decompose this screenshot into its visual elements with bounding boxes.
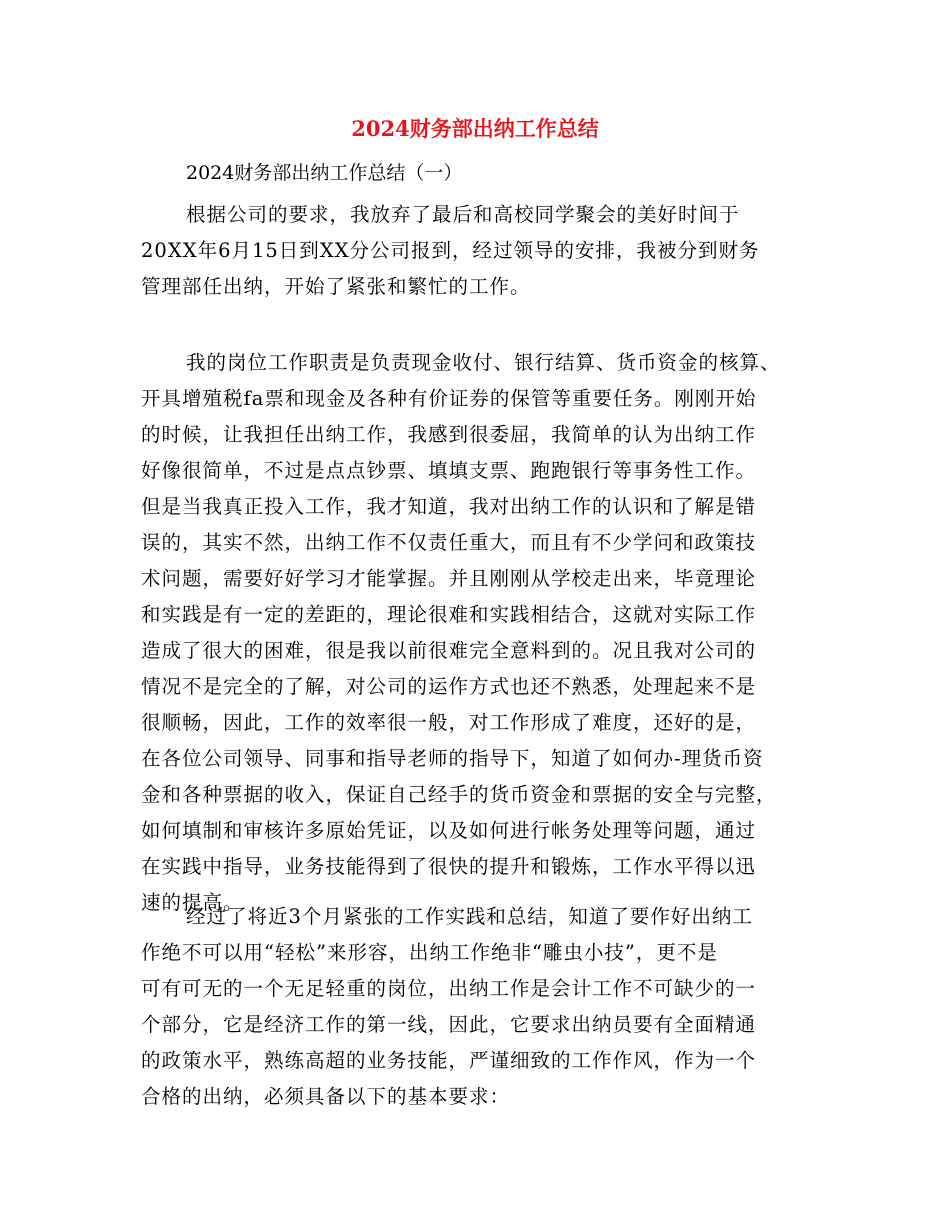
paragraph-line: 术问题，需要好好学习才能掌握。并且刚刚从学校走出来，毕竟理论: [141, 567, 757, 590]
paragraph-line: 作绝不可以用“轻松”来形容，出纳工作绝非“雕虫小技”，更不是: [141, 941, 718, 964]
paragraph-line: 管理部任出纳，开始了紧张和繁忙的工作。: [141, 275, 531, 298]
paragraph-line: 在各位公司领导、同事和指导老师的指导下，知道了如何办-理货币资: [141, 747, 764, 770]
paragraph-line: 我的岗位工作职责是负责现金收付、银行结算、货币资金的核算、: [186, 351, 781, 374]
paragraph-line: 和实践是有一定的差距的，理论很难和实践相结合，这就对实际工作: [141, 603, 757, 626]
paragraph-line: 速的提高。: [141, 891, 244, 914]
paragraph: [141, 899, 841, 1115]
paragraph-line: 在实践中指导，业务技能得到了很快的提升和锻炼，工作水平得以迅: [141, 855, 757, 878]
paragraph-line: 造成了很大的困难，很是我以前很难完全意料到的。况且我对公司的: [141, 639, 757, 662]
paragraph-line: 情况不是完全的了解，对公司的运作方式也还不熟悉，处理起来不是: [141, 675, 757, 698]
paragraph-line: 金和各种票据的收入，保证自己经手的货币资金和票据的安全与完整，: [141, 783, 777, 806]
paragraph-line: 很顺畅，因此，工作的效率很一般，对工作形成了难度，还好的是，: [141, 711, 757, 734]
paragraph-line: 根据公司的要求，我放弃了最后和高校同学聚会的美好时间于: [186, 203, 740, 226]
paragraph-line: 但是当我真正投入工作，我才知道，我对出纳工作的认识和了解是错: [141, 495, 757, 518]
paragraph-line: 好像很简单，不过是点点钞票、填填支票、跑跑银行等事务性工作。: [141, 459, 757, 482]
paragraph-line: 个部分，它是经济工作的第一线，因此，它要求出纳员要有全面精通: [141, 1013, 757, 1036]
paragraph-line: 合格的出纳，必须具备以下的基本要求：: [141, 1085, 511, 1108]
paragraph-line: 误的，其实不然，出纳工作不仅责任重大，而且有不少学问和政策技: [141, 531, 757, 554]
paragraph-line: 如何填制和审核许多原始凭证，以及如何进行帐务处理等问题，通过: [141, 819, 757, 842]
paragraph-line: 的政策水平，熟练高超的业务技能，严谨细致的工作作风，作为一个: [141, 1049, 757, 1072]
paragraph: [141, 197, 841, 305]
paragraph-line: 20XX年6月15日到XX分公司报到，经过领导的安排，我被分到财务: [141, 239, 760, 262]
paragraph-line: 开具增殖税fa票和现金及各种有价证券的保管等重要任务。刚刚开始: [141, 387, 757, 410]
paragraph-line: 的时候，让我担任出纳工作，我感到很委屈，我简单的认为出纳工作: [141, 423, 757, 446]
paragraph: [141, 345, 841, 921]
document-title: 2024财务部出纳工作总结: [351, 116, 599, 141]
section-heading: 2024财务部出纳工作总结（一）: [186, 162, 463, 184]
paragraph-line: 可有可无的一个无足轻重的岗位，出纳工作是会计工作不可缺少的一: [141, 977, 757, 1000]
paragraph-line: 经过了将近3个月紧张的工作实践和总结，知道了要作好出纳工: [186, 905, 753, 928]
